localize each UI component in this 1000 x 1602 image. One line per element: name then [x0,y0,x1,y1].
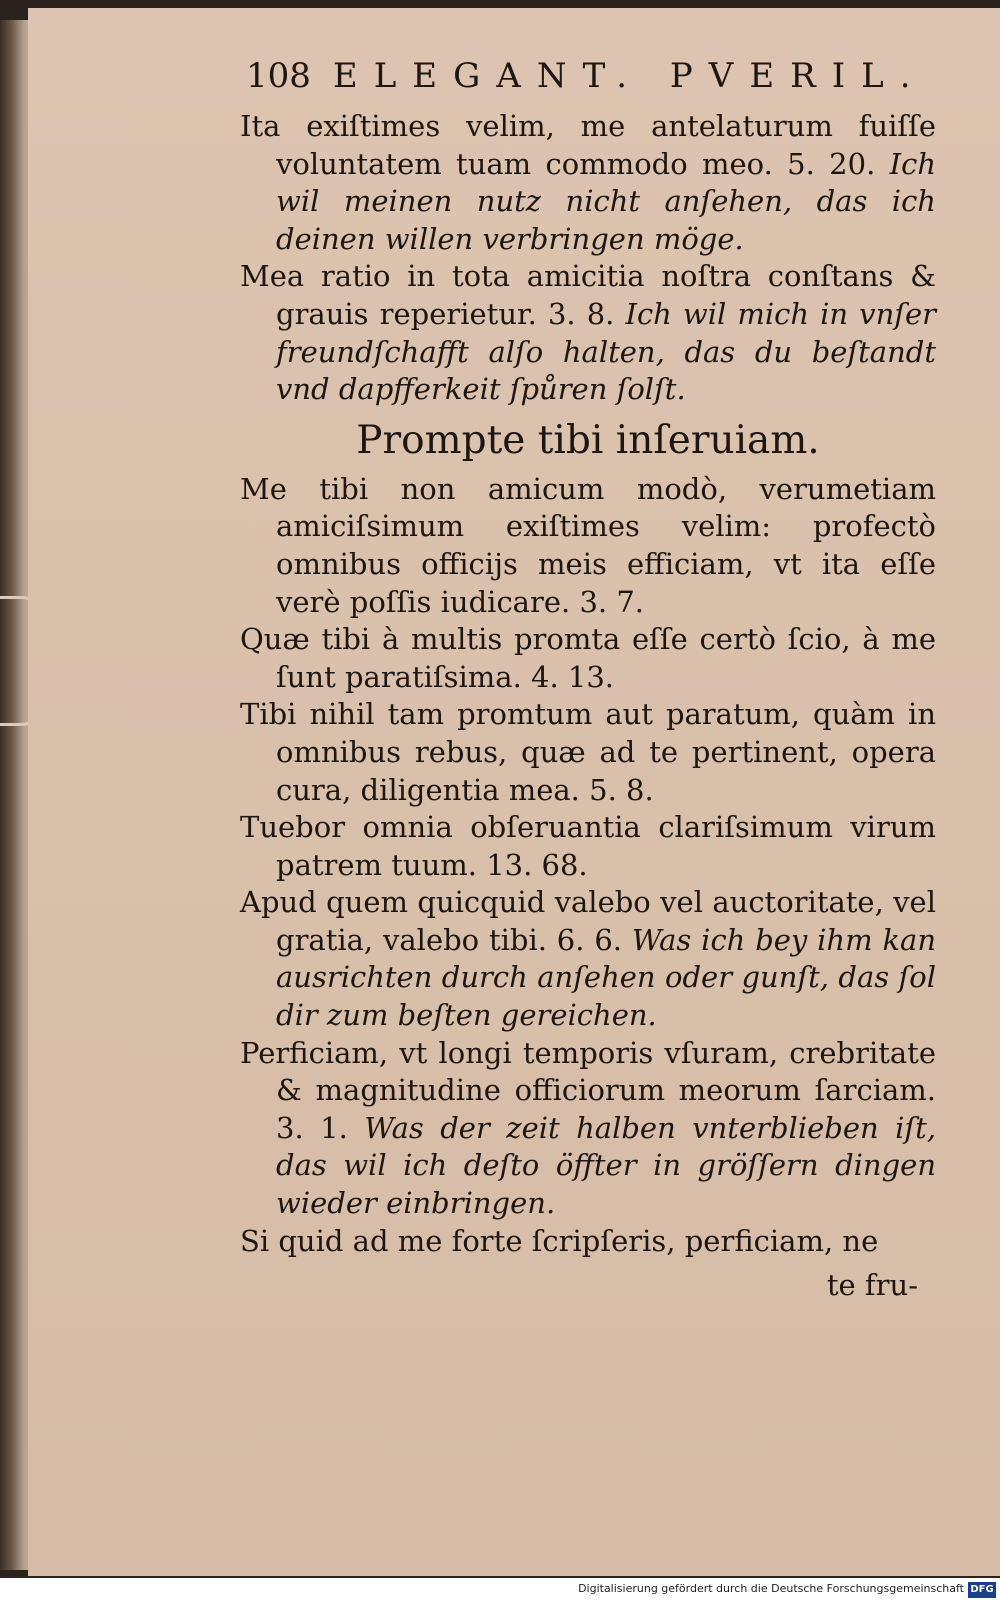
paragraph [240,1035,936,1223]
running-title: ELEGANT. PVERIL. [332,56,927,96]
latin-text: Tuebor omnia obſeruantia clariſsimum virum patrem tuum. 13. 68. [240,810,936,882]
paragraph [240,258,936,408]
catchword: te fru- [826,1268,918,1302]
section-heading: Prompte tibi inſeruiam. [356,417,820,463]
latin-text: Si quid ad me forte ſcripſeris, perficiam, ne [240,1223,879,1258]
page-header [246,56,927,106]
footer-credit: Digitalisierung gefördert durch die Deutsche Forschungsgemeinschaft [578,1582,964,1595]
dfg-logo: DFG [968,1582,996,1598]
paragraph [240,809,936,884]
page-number: 108 [246,56,311,96]
german-translation: Was ich bey ihm kan ausrichten durch anſehen oder gunſt, das ſol dir zum beſten gereichen. [276,922,936,1033]
latin-text: Apud quem quicquid valebo vel auctoritate, vel gratia, valebo tibi. 6. 6. [240,885,936,957]
latin-text: Me tibi non amicum modò, verumetiam amiciſsimum exiſtimes velim: profectò omnibus officijs meis efficiam, vt ita eſſe verè poſſis iudicare. 3. 7. [240,471,936,619]
latin-text: Perficiam, vt longi temporis vſuram, crebritate & magnitudine officiorum meorum ſarciam. 3. 1. [240,1035,936,1145]
latin-text: Tibi nihil tam promtum aut paratum, quàm in omnibus rebus, quæ ad te pertinent, opera cura, diligentia mea. 5. 8. [240,697,936,807]
latin-text: Quæ tibi à multis promta eſſe certò ſcio, à me ſunt paratiſsima. 4. 13. [240,622,936,694]
paragraph [240,884,936,1034]
latin-text: Mea ratio in tota amicitia noſtra conſtans & grauis reperietur. 3. 8. [240,259,936,331]
paragraph [240,108,936,258]
latin-text: Ita exiſtimes velim, me antelaturum fuiſſe voluntatem tuam commodo meo. 5. 20. [240,109,936,181]
german-translation: Was der zeit halben vnterblieben iſt, das wil ich deſto öffter in gröſſern dingen wieder einbringen. [276,1110,937,1221]
paragraph [240,1223,936,1261]
paragraph [240,471,936,621]
page-body [240,108,936,1260]
paragraph [240,621,936,696]
book-page [28,8,1000,1576]
footer-bar [0,1578,1000,1602]
german-translation: Ich wil meinen nutz nicht anſehen, das ich deinen willen verbringen möge. [276,146,936,256]
german-translation: Ich wil mich in vnſer freundſchafft alſo halten, das du beſtandt vnd dapfferkeit ſpůren ſolſt. [276,296,936,407]
paragraph [240,696,936,809]
